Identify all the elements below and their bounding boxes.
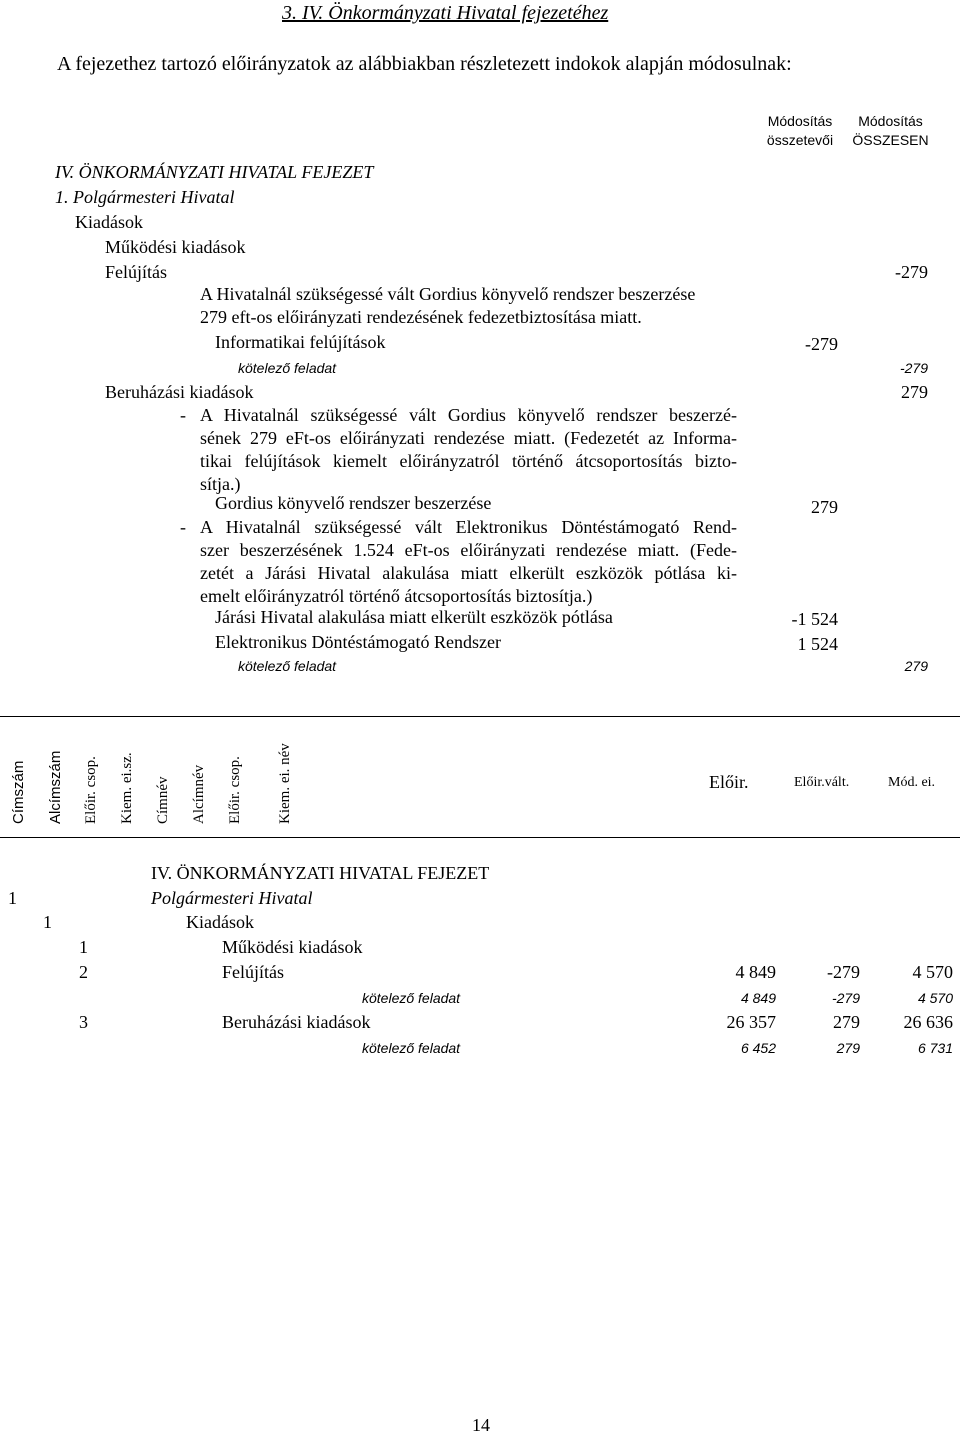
chapter-title: IV. ÖNKORMÁNYZATI HIVATAL FEJEZET (55, 162, 374, 182)
investment-item2-value: -1 524 (791, 609, 838, 629)
renovation-text-line2: 279 eft-os előirányzati rendezésének fedezetbiztosítása miatt. (200, 307, 642, 327)
investment-p2-dash: - (180, 517, 186, 537)
row-num: 1 (8, 888, 17, 908)
header-eloir: Előir. (709, 772, 749, 792)
col-header-components: Módosítás összetevői (766, 113, 834, 148)
investment-item2-label: Járási Hivatal alakulása miatt elkerült eszközök pótlása (215, 607, 613, 627)
row-mod: 6 731 (917, 1040, 953, 1056)
header-mod-ei: Mód. ei. (888, 775, 936, 790)
investment-p1-line2: sének 279 eFt-os előirányzati rendezése miatt. (Fedezetét az Informa- (200, 428, 737, 448)
investment-mandatory-value: 279 (904, 658, 928, 674)
investment-mandatory-label: kötelező feladat (238, 658, 337, 674)
row-valt: -279 (827, 962, 860, 982)
row-eloir: 26 357 (726, 1012, 776, 1032)
investment-p1-dash: - (180, 405, 186, 425)
vheader-kiem-eisz: Kiem. ei.sz. (119, 752, 135, 824)
vheader-kiem-ei-nev: Kiem. ei. név (277, 743, 293, 824)
row-label: Beruházási kiadások (222, 1012, 371, 1032)
renovation-mandatory-value: -279 (899, 360, 928, 376)
row-valt: 279 (833, 1012, 860, 1032)
col-header-total: Módosítás ÖSSZESEN (852, 113, 929, 148)
renovation-item-label: Informatikai felújítások (215, 332, 386, 352)
renovation-total: -279 (895, 262, 928, 282)
vheader-alcimszam: Alcímszám (47, 750, 64, 824)
investment-item3-label: Elektronikus Döntéstámogató Rendszer (215, 632, 501, 652)
vheader-eloir-csop-2: Előir. csop. (227, 756, 243, 824)
renovation-item-value: -279 (805, 334, 838, 354)
page-number: 14 (472, 1415, 490, 1435)
row-eloir: 6 452 (740, 1040, 776, 1056)
table-top-rule (0, 716, 960, 717)
investment-p2-line3: zetét a Járási Hivatal alakulása miatt elkerült eszközök pótlása ki- (200, 563, 737, 583)
renovation-mandatory-label: kötelező feladat (238, 360, 337, 376)
investment-label: Beruházási kiadások (105, 382, 254, 402)
investment-item1-value: 279 (811, 497, 838, 517)
renovation-label: Felújítás (105, 262, 167, 282)
row-mandatory-label: kötelező feladat (362, 990, 461, 1006)
row-num: 1 (79, 937, 88, 957)
renovation-text-line1: A Hivatalnál szükségessé vált Gordius könyvelő rendszer beszerzése (200, 284, 696, 304)
row-num: 2 (79, 962, 88, 982)
row-label: Működési kiadások (222, 937, 363, 957)
row-valt: 279 (836, 1040, 860, 1056)
row-num: 1 (43, 912, 52, 932)
table-chapter: IV. ÖNKORMÁNYZATI HIVATAL FEJEZET (151, 863, 490, 883)
row-eloir: 4 849 (740, 990, 776, 1006)
row-mod: 4 570 (912, 962, 953, 982)
investment-item3-value: 1 524 (797, 634, 838, 654)
header-eloir-valt: Előir.vált. (794, 775, 850, 790)
investment-p2-line4: emelt előirányzatról történő átcsoportosítás biztosítja.) (200, 586, 593, 606)
vheader-cimszam: Címszám (10, 760, 27, 824)
row-label: Kiadások (186, 912, 254, 932)
expenses-title: Kiadások (75, 212, 143, 232)
row-valt: -279 (831, 990, 860, 1006)
vheader-cimnev: Címnév (155, 776, 171, 824)
investment-p1-line4: sítja.) (200, 474, 241, 494)
investment-p1-line1: A Hivatalnál szükségessé vált Gordius könyvelő rendszer beszerzé- (200, 405, 737, 425)
investment-p2-line1: A Hivatalnál szükségessé vált Elektronikus Döntéstámogató Rend- (200, 517, 737, 537)
office-title: 1. Polgármesteri Hivatal (55, 187, 235, 207)
row-label: Polgármesteri Hivatal (151, 888, 313, 908)
operating-title: Működési kiadások (105, 237, 246, 257)
page-heading: 3. IV. Önkormányzati Hivatal fejezetéhez (282, 2, 609, 24)
vheader-eloir-csop: Előir. csop. (83, 756, 99, 824)
table-header-rule (0, 837, 960, 838)
intro-text: A fejezethez tartozó előirányzatok az alábbiakban részletezett indokok alapján módosulnak: (57, 53, 792, 75)
row-mod: 4 570 (917, 990, 953, 1006)
row-num: 3 (79, 1012, 88, 1032)
row-label: Felújítás (222, 962, 284, 982)
investment-p2-line2: szer beszerzésének 1.524 eFt-os előirányzati rendezése miatt. (Fede- (200, 540, 737, 560)
investment-p1-line3: tikai felújítások kiemelt előirányzatról történő átcsoportosítás bizto- (200, 451, 737, 471)
vheader-alcimnev: Alcímnév (191, 764, 207, 824)
investment-item1-label: Gordius könyvelő rendszer beszerzése (215, 493, 492, 513)
investment-total: 279 (901, 382, 928, 402)
row-mod: 26 636 (903, 1012, 953, 1032)
row-mandatory-label: kötelező feladat (362, 1040, 461, 1056)
row-eloir: 4 849 (735, 962, 776, 982)
